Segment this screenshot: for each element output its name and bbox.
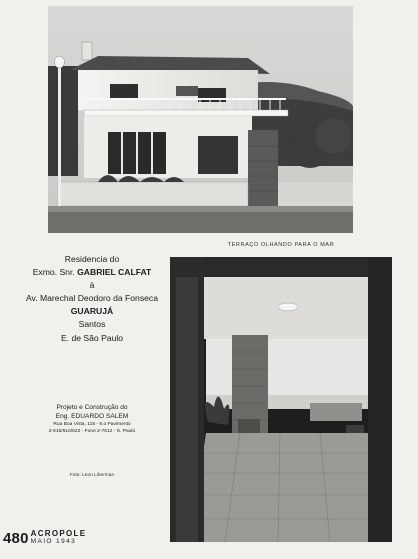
title-line-7: E. de São Paulo: [60, 332, 124, 343]
issue-date: MAIO 1943: [30, 538, 77, 545]
residence-title-block: [20, 253, 164, 345]
credits-address: Rua Boa Vista, 116 - 8.o Pavimento: [53, 422, 131, 427]
title-line-3: à: [89, 280, 95, 291]
project-credits: [20, 403, 164, 435]
credits-line-1: Projeto e Construção do: [56, 404, 128, 411]
magazine-name: ACROPOLE: [30, 529, 87, 538]
title-line-1: Residencia do: [64, 254, 120, 264]
page-number: 480: [3, 529, 29, 547]
credits-phones: 2-615/616/622 - Fone 2-7612 - S. Paulo: [48, 429, 136, 434]
title-line-2: [20, 266, 164, 279]
page-footer: [3, 527, 86, 549]
photo-credit: Foto: Leon Liberman: [69, 473, 115, 478]
title-prefix: Exmo. Snr.: [32, 267, 75, 278]
photo-caption: TERRAÇO OLHANDO PARA O MAR: [227, 242, 335, 248]
address-line: Av. Marechal Deodoro da Fonseca: [25, 293, 158, 304]
house-facade-photo: [48, 6, 353, 233]
engineer-prefix: Eng.: [55, 413, 70, 420]
engineer-name: EDUARDO SALEM: [71, 413, 129, 420]
terrace-photo: [170, 257, 392, 542]
owner-name: GABRIEL CALFAT: [77, 267, 152, 278]
footer-masthead: [31, 530, 87, 546]
city-name: GUARUJÁ: [70, 306, 114, 317]
title-line-6: Santos: [78, 319, 106, 330]
credits-line-2: [20, 412, 164, 421]
